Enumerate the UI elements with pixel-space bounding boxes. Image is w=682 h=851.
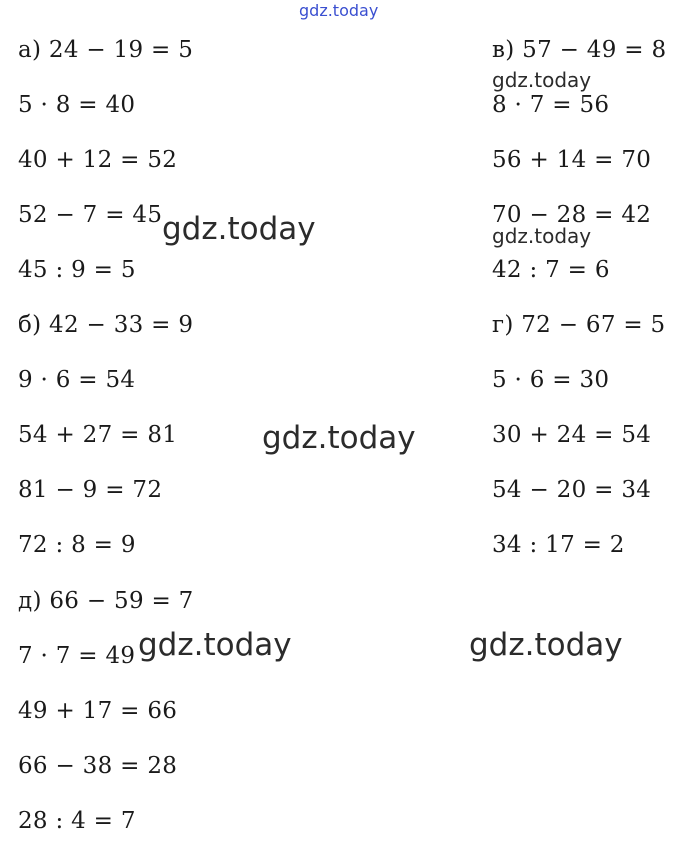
watermark-4: gdz.today bbox=[262, 420, 416, 456]
watermark-top: gdz.today bbox=[299, 1, 379, 20]
equation-b-5: 72 : 8 = 9 bbox=[18, 532, 136, 558]
equation-d-1: д) 66 − 59 = 7 bbox=[18, 588, 194, 614]
equation-a-2: 5 · 8 = 40 bbox=[18, 92, 136, 118]
equation-d-2: 7 · 7 = 49 bbox=[18, 643, 136, 669]
watermark-6: gdz.today bbox=[469, 627, 623, 663]
equation-d-4: 66 − 38 = 28 bbox=[18, 753, 178, 779]
equation-a-4: 52 − 7 = 45 bbox=[18, 202, 163, 228]
equation-a-3: 40 + 12 = 52 bbox=[18, 147, 178, 173]
equation-v-3: 56 + 14 = 70 bbox=[492, 147, 652, 173]
equation-b-4: 81 − 9 = 72 bbox=[18, 477, 163, 503]
equation-g-1: г) 72 − 67 = 5 bbox=[492, 312, 666, 338]
equation-v-4: 70 − 28 = 42 bbox=[492, 202, 652, 228]
equation-b-3: 54 + 27 = 81 bbox=[18, 422, 178, 448]
equation-v-1: в) 57 − 49 = 8 bbox=[492, 37, 667, 63]
watermark-3: gdz.today bbox=[492, 224, 592, 248]
equation-a-1: а) 24 − 19 = 5 bbox=[18, 37, 194, 63]
equation-g-2: 5 · 6 = 30 bbox=[492, 367, 610, 393]
equation-g-3: 30 + 24 = 54 bbox=[492, 422, 652, 448]
equation-b-2: 9 · 6 = 54 bbox=[18, 367, 136, 393]
watermark-2: gdz.today bbox=[162, 211, 316, 247]
equation-g-4: 54 − 20 = 34 bbox=[492, 477, 652, 503]
equation-g-5: 34 : 17 = 2 bbox=[492, 532, 625, 558]
equation-d-5: 28 : 4 = 7 bbox=[18, 808, 136, 834]
watermark-5: gdz.today bbox=[138, 627, 292, 663]
equation-a-5: 45 : 9 = 5 bbox=[18, 257, 136, 283]
equation-b-1: б) 42 − 33 = 9 bbox=[18, 312, 194, 338]
equation-d-3: 49 + 17 = 66 bbox=[18, 698, 178, 724]
equation-v-5: 42 : 7 = 6 bbox=[492, 257, 610, 283]
equation-v-2: 8 · 7 = 56 bbox=[492, 92, 610, 118]
watermark-1: gdz.today bbox=[492, 68, 592, 92]
